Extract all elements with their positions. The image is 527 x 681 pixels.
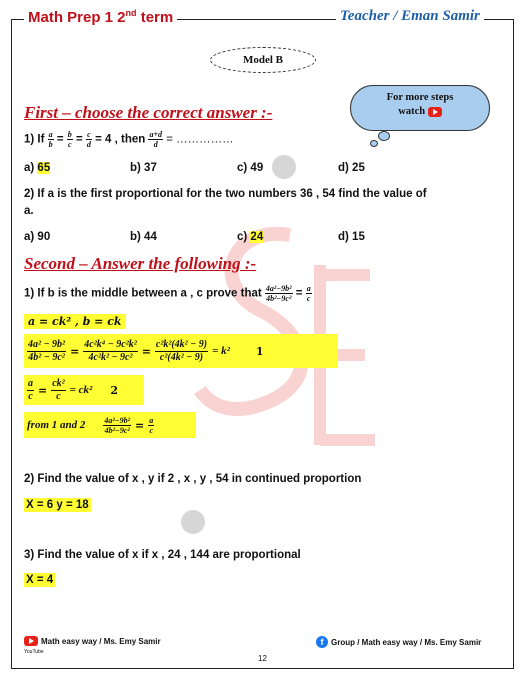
youtube-icon xyxy=(428,107,442,117)
youtube-cloud[interactable] xyxy=(350,85,490,131)
section1-heading: First – choose the correct answer :- xyxy=(24,103,273,122)
s2-question-1: 1) If b is the middle between a , c prove that $\frac{\text{4a²−9b²}}{\text{4b²−9c²}}$ = $\frac{a}{c}$ xyxy=(24,284,311,303)
q2-option-b[interactable]: b) 44 xyxy=(130,231,157,243)
cloud-line1: For more steps xyxy=(386,92,454,103)
cloud-bubble xyxy=(370,140,378,147)
q2-option-c[interactable]: c) 24 xyxy=(237,231,264,243)
s2-step2: $\frac{\text{4a² − 9b²}}{\text{4b² − 9c²}}$ = $\frac{\text{4c²k⁴ − 9c²k²}}{\text{4c²k² − 9c²}}$ = $\frac{\text{c²k²(4k² − 9)}}{\text{c²(4k² − 9)}}$ = k² 1 xyxy=(24,334,338,368)
cloud-line2: watch xyxy=(398,106,426,117)
cursor-dot xyxy=(272,155,296,179)
s2-question-3: 3) Find the value of x if x , 24 , 144 are proportional xyxy=(24,549,301,561)
s2-step3: $\frac{a}{c}$ = $\frac{\text{ck²}}{c}$ = ck² 2 xyxy=(24,375,144,405)
model-label: Model B xyxy=(210,47,316,73)
youtube-icon xyxy=(24,636,38,646)
cursor-dot xyxy=(181,510,205,534)
s2-answer-3: X = 4 xyxy=(26,574,54,586)
header-teacher: Teacher / Eman Samir xyxy=(336,8,484,25)
header-title: Math Prep 1 2nd term xyxy=(24,8,177,26)
q1-option-a[interactable]: a) 65 xyxy=(24,162,51,174)
footer-youtube-link[interactable]: Math easy way / Ms. Emy Samir xyxy=(24,636,161,646)
footer-facebook-link[interactable]: f Group / Math easy way / Ms. Emy Samir xyxy=(316,636,481,648)
q2-option-a[interactable]: a) 90 xyxy=(24,231,51,243)
q1-option-d[interactable]: d) 25 xyxy=(338,162,365,174)
s2-step4: from 1 and 2 $\frac{\text{4a²−9b²}}{\text{4b²−9c²}}$ = $\frac{a}{c}$ xyxy=(24,412,196,438)
s2-answer-2: X = 6 y = 18 xyxy=(26,499,89,511)
footer-youtube-label: YouTube xyxy=(24,649,44,655)
q1-option-b[interactable]: b) 37 xyxy=(130,162,157,174)
q1-option-c[interactable]: c) 49 xyxy=(237,162,264,174)
s2-step1: a = ck² , b = ck xyxy=(24,314,126,329)
q2-option-d[interactable]: d) 15 xyxy=(338,231,365,243)
page-number: 12 xyxy=(258,654,267,663)
question-1: 1) If $\frac{a}{b}$ = $\frac{b}{c}$ = $\frac{c}{d}$ = 4 , then $\frac{a+d}{d}$ = …………… xyxy=(24,130,234,149)
facebook-icon: f xyxy=(316,636,328,648)
cloud-bubble xyxy=(378,131,390,141)
s2-question-2: 2) Find the value of x , y if 2 , x , y , 54 in continued proportion xyxy=(24,473,362,485)
question-2-line1: 2) If a is the first proportional for the two numbers 36 , 54 find the value of xyxy=(24,188,427,200)
question-2-line2: a. xyxy=(24,205,34,217)
section2-heading: Second – Answer the following :- xyxy=(24,254,257,273)
